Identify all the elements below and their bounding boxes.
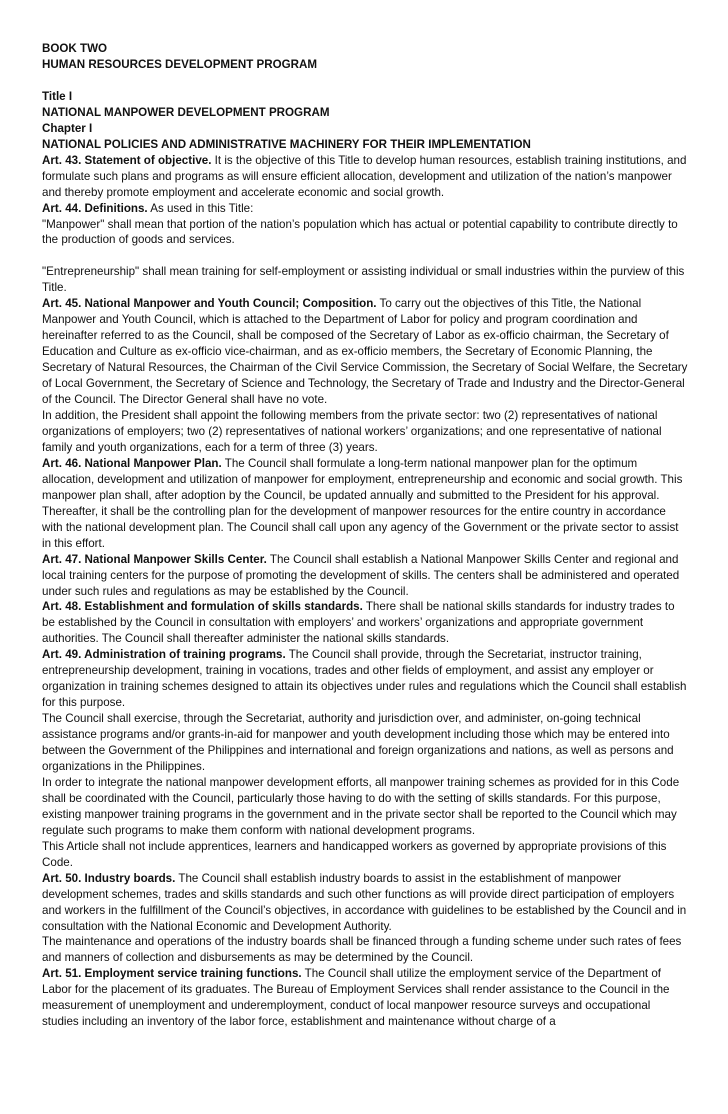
article-44 <box>42 201 688 217</box>
article-text: The Council shall establish a National Manpower Skills Center and regional and local training centers for the purpose of promoting the development of skills. The centers shall be administered and operated under such rules and regulations as may be established by the Council. <box>42 552 680 598</box>
article-heading: Art. 48. Establishment and formulation of skills standards. <box>42 600 363 614</box>
article-text: The Council shall provide, through the Secretariat, instructor training, entrepreneurship development, training in vocations, trades and other fields of employment, and assist any employer or organization in training schemes designed to attain its objectives under rules and regulations which the Council shall establish for this purpose. <box>42 648 687 710</box>
article-heading: Art. 47. National Manpower Skills Center. <box>42 552 267 566</box>
article-49 <box>42 647 688 711</box>
article-49-paragraph-4: This Article shall not include apprentices, learners and handicapped workers as governed by appropriate provisions of this Code. <box>42 839 667 869</box>
article-heading: Art. 44. Definitions. <box>42 201 148 215</box>
book-subtitle: HUMAN RESOURCES DEVELOPMENT PROGRAM <box>42 57 318 71</box>
article-46 <box>42 456 688 552</box>
article-heading: Art. 51. Employment service training functions. <box>42 967 302 981</box>
document-page <box>42 41 688 1030</box>
article-49-paragraph-2: The Council shall exercise, through the Secretariat, authority and jurisdiction over, and administer, on-going technical assistance programs and/or grants-in-aid for manpower and youth development including those which may be entered into between the Government of the Philippines and international and foreign organizations and nations, as well as persons and organizations in the Philippines. <box>42 712 674 773</box>
article-45-paragraph: In addition, the President shall appoint the following members from the private sector: two (2) representatives of national organizations of employers; two (2) representatives of national workers’ organizations; and one representative of national family and youth organizations, each for a term of three (3) years. <box>42 409 662 454</box>
article-49-paragraph-3: In order to integrate the national manpower development efforts, all manpower training schemes as provided for in this Code shall be coordinated with the Council, particularly those having to do with the setting of skills standards. For this purpose, existing manpower training programs in the government and in the private sector shall be reported to the Council which may regulate such programs to make them conform with national development programs. <box>42 775 680 837</box>
definition-entrepreneurship: "Entrepreneurship" shall mean training for self-employment or assisting individual or small industries within the purview of this Title. <box>42 265 685 295</box>
article-heading: Art. 45. National Manpower and Youth Council; Composition. <box>42 297 377 311</box>
title-label: Title I <box>42 89 73 103</box>
article-text: It is the objective of this Title to develop human resources, establish training institutions, and formulate such plans and programs as will ensure efficient allocation, development and utilization of the nation’s manpower and thereby promote employment and accelerate economic and social growth. <box>42 153 687 199</box>
definition-manpower: "Manpower" shall mean that portion of the nation’s population which has actual or potential capability to contribute directly to the production of goods and services. <box>42 217 678 247</box>
title-name: NATIONAL MANPOWER DEVELOPMENT PROGRAM <box>42 105 330 119</box>
article-text: As used in this Title: <box>147 201 254 215</box>
article-heading: Art. 43. Statement of objective. <box>42 153 212 167</box>
article-45 <box>42 296 688 408</box>
chapter-label: Chapter I <box>42 121 93 135</box>
article-text: The Council shall formulate a long-term national manpower plan for the optimum allocation, development and utilization of manpower for employment, entrepreneurship and economic and social growth. This manpower plan shall, after adoption by the Council, be updated annually and submitted to the President for his approval. Thereafter, it shall be the controlling plan for the development of manpower resources for the entire country in accordance with the national development plan. The Council shall call upon any agency of the Government or the private sector to assist in this effort. <box>42 456 683 550</box>
article-text: The Council shall utilize the employment service of the Department of Labor for the placement of its graduates. The Bureau of Employment Services shall render assistance to the Council in the measurement of unemployment and underemployment, conduct of local manpower resource surveys and occupational studies including an inventory of the labor force, establishment and maintenance without charge of a <box>42 967 670 1029</box>
article-50 <box>42 871 688 935</box>
article-heading: Art. 46. National Manpower Plan. <box>42 456 222 470</box>
article-text: To carry out the objectives of this Title, the National Manpower and Youth Council, which is attached to the Department of Labor for policy and program coordination and hereinafter referred to as the Council, shall be composed of the Secretary of Labor as ex-officio chairman, the Secretary of Education and Culture as ex-officio vice-chairman, and as ex-officio members, the Secretary of Economic Planning, the Secretary of Natural Resources, the Chairman of the Civil Service Commission, the Secretary of Social Welfare, the Secretary of Local Government, the Secretary of Science and Technology, the Secretary of Trade and Industry and the Director-General of the Council. The Director General shall have no vote. <box>42 297 688 407</box>
article-50-paragraph-2: The maintenance and operations of the industry boards shall be financed through a funding scheme under such rates of fees and manners of collection and disbursements as may be determined by the Council. <box>42 935 682 965</box>
article-heading: Art. 50. Industry boards. <box>42 871 176 885</box>
article-text: There shall be national skills standards for industry trades to be established by the Council in consultation with employers’ and workers’ organizations and appropriate government authorities. The Council shall thereafter administer the national skills standards. <box>42 600 675 646</box>
article-47 <box>42 552 688 600</box>
article-heading: Art. 49. Administration of training programs. <box>42 648 286 662</box>
book-title: BOOK TWO <box>42 42 108 55</box>
article-43 <box>42 153 688 201</box>
spacer <box>42 248 688 264</box>
article-48 <box>42 599 688 647</box>
article-51 <box>42 966 688 1030</box>
article-text: The Council shall establish industry boards to assist in the establishment of manpower development schemes, trades and skills standards and such other functions as will provide direct participation of employers and workers in the fulfillment of the Council’s objectives, in accordance with guidelines to be established by the Council and in consultation with the National Economic and Development Authority. <box>42 871 687 933</box>
spacer <box>42 73 688 89</box>
chapter-name: NATIONAL POLICIES AND ADMINISTRATIVE MACHINERY FOR THEIR IMPLEMENTATION <box>42 137 531 151</box>
